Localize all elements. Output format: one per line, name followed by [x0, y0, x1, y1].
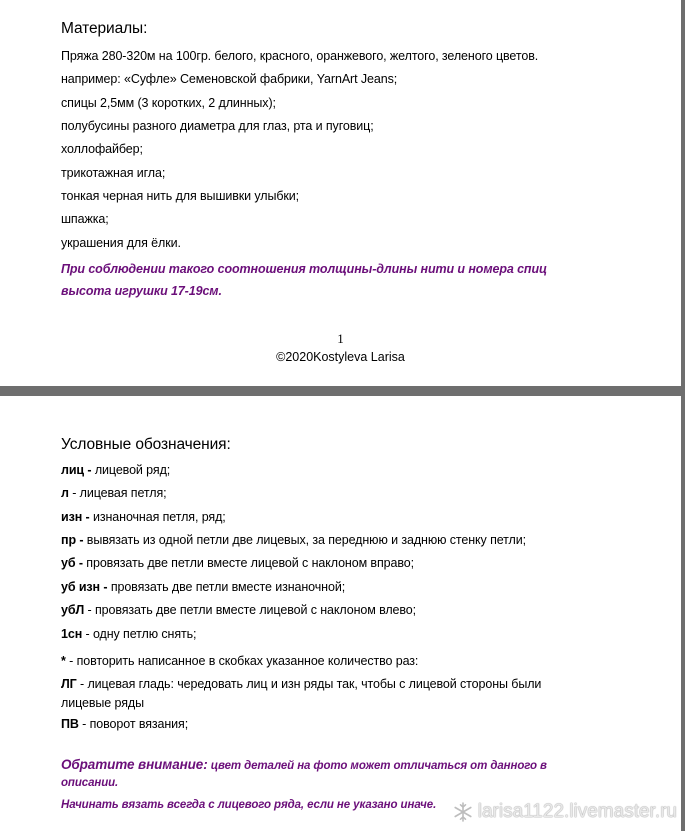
legend-term: * — [61, 654, 66, 668]
legend-term: пр - — [61, 533, 87, 547]
legend-term: уб - — [61, 556, 87, 570]
legend-desc: лицевой ряд; — [94, 463, 171, 477]
watermark-text: larisa1122.livemaster.ru — [477, 801, 677, 822]
legend-desc: - лицевая петля; — [68, 486, 167, 500]
legend-item — [61, 463, 170, 477]
legend-term: уб изн - — [61, 580, 111, 594]
legend-term: 1сн — [61, 627, 83, 641]
legend-desc: - поворот вязания; — [78, 717, 189, 731]
legend-term: изн - — [61, 510, 93, 524]
legend-term: л — [61, 486, 69, 500]
legend-continuation: лицевые ряды — [61, 696, 144, 710]
material-line: полубусины разного диаметра для глаз, рта и пуговиц; — [61, 119, 374, 133]
legend-desc: - провязать две петли вместе лицевой с наклоном влево; — [84, 603, 417, 617]
legend-item — [61, 627, 196, 641]
legend-item — [61, 556, 414, 570]
legend-item — [61, 654, 418, 668]
legend-desc: провязать две петли вместе изнаночной; — [110, 580, 346, 594]
legend-desc: - лицевая гладь: чередовать лиц и изн ряды так, чтобы с лицевой стороны были — [76, 677, 542, 691]
legend-item — [61, 677, 541, 691]
legend-item — [61, 580, 345, 594]
size-note-line: высота игрушки 17-19см. — [61, 284, 222, 298]
document-page-2 — [0, 396, 681, 831]
legend-term: лиц - — [61, 463, 95, 477]
copyright: ©2020Kostyleva Larisa — [276, 350, 405, 364]
attention-text: цвет деталей на фото может отличаться от данного в — [207, 760, 547, 772]
material-line: холлофайбер; — [61, 142, 143, 156]
material-line: спицы 2,5мм (3 коротких, 2 длинных); — [61, 96, 276, 110]
material-line: трикотажная игла; — [61, 166, 166, 180]
material-line: украшения для ёлки. — [61, 236, 181, 250]
materials-heading: Материалы: — [61, 20, 148, 37]
material-line: тонкая черная нить для вышивки улыбки; — [61, 189, 300, 203]
legend-item — [61, 486, 167, 500]
legend-desc: - одну петлю снять; — [82, 627, 197, 641]
legend-desc: - повторить написанное в скобках указанное количество раз: — [65, 654, 419, 668]
snowflake-icon — [453, 802, 473, 822]
document-page-1 — [0, 0, 681, 386]
attention-note — [61, 757, 547, 772]
legend-item — [61, 603, 416, 617]
legend-desc: изнаночная петля, ряд; — [92, 510, 226, 524]
page-number: 1 — [337, 331, 344, 346]
start-note: Начинать вязать всегда с лицевого ряда, если не указано иначе. — [61, 799, 437, 811]
legend-term: ПВ — [61, 717, 79, 731]
legend-term: ЛГ — [61, 677, 77, 691]
watermark — [453, 801, 677, 823]
legend-desc: провязать две петли вместе лицевой с наклоном вправо; — [86, 556, 414, 570]
attention-text-cont: описании. — [61, 777, 119, 789]
legend-item — [61, 510, 226, 524]
legend-heading: Условные обозначения: — [61, 436, 231, 453]
legend-term: убЛ — [61, 603, 85, 617]
legend-desc: вывязать из одной петли две лицевых, за переднюю и заднюю стенку петли; — [86, 533, 526, 547]
legend-item — [61, 717, 188, 731]
attention-label: Обратите внимание: — [61, 757, 208, 772]
size-note-line: При соблюдении такого соотношения толщины-длины нити и номера спиц — [61, 262, 547, 276]
material-line: например: «Суфле» Семеновской фабрики, YarnArt Jeans; — [61, 72, 398, 86]
legend-item — [61, 533, 526, 547]
material-line: шпажка; — [61, 212, 109, 226]
material-line: Пряжа 280-320м на 100гр. белого, красного, оранжевого, желтого, зеленого цветов. — [61, 49, 539, 63]
